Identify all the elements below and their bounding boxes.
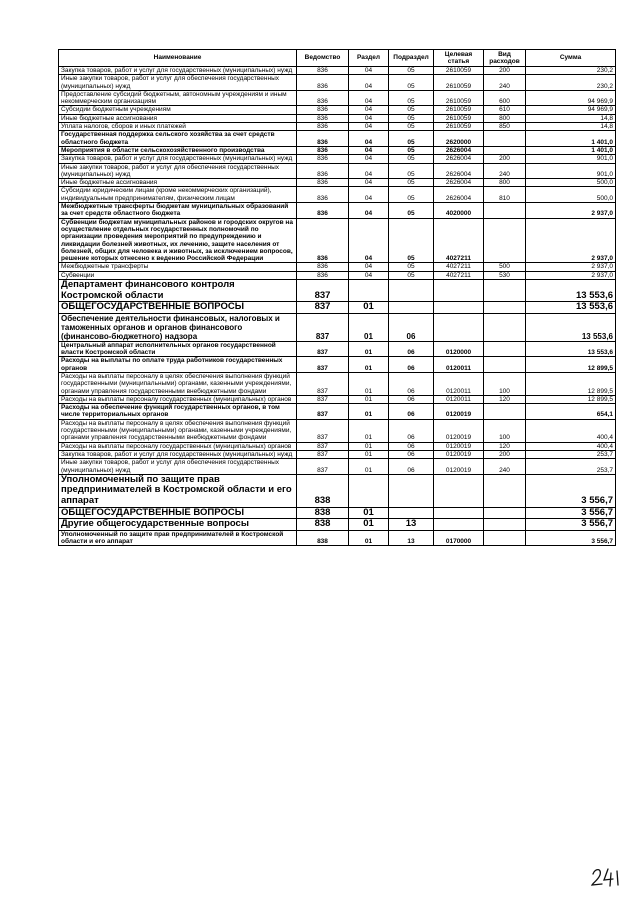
cell-article: 2610059 bbox=[434, 75, 484, 91]
cell-name: ОБЩЕГОСУДАРСТВЕННЫЕ ВОПРОСЫ bbox=[59, 302, 297, 314]
cell-expense-type: 120 bbox=[484, 442, 526, 450]
cell-article bbox=[434, 313, 484, 341]
cell-department: 837 bbox=[297, 404, 349, 420]
cell-article: 4020000 bbox=[434, 203, 484, 219]
cell-section: 01 bbox=[349, 442, 389, 450]
cell-subsection: 06 bbox=[389, 395, 434, 403]
cell-article: 0120019 bbox=[434, 442, 484, 450]
cell-section: 04 bbox=[349, 187, 389, 203]
cell-sum: 2 937,0 bbox=[526, 218, 616, 263]
cell-expense-type: 500 bbox=[484, 263, 526, 271]
cell-subsection: 13 bbox=[389, 519, 434, 531]
cell-expense-type: 200 bbox=[484, 67, 526, 75]
cell-expense-type bbox=[484, 203, 526, 219]
header-expense-type: Вид расходов bbox=[484, 50, 526, 67]
cell-subsection: 06 bbox=[389, 459, 434, 475]
cell-expense-type bbox=[484, 357, 526, 373]
cell-sum: 13 553,6 bbox=[526, 341, 616, 357]
cell-expense-type bbox=[484, 131, 526, 147]
cell-department: 837 bbox=[297, 357, 349, 373]
cell-expense-type bbox=[484, 519, 526, 531]
cell-section: 04 bbox=[349, 90, 389, 106]
table-row bbox=[59, 372, 616, 395]
cell-article: 0120019 bbox=[434, 419, 484, 442]
table-row bbox=[59, 187, 616, 203]
cell-article: 4027211 bbox=[434, 218, 484, 263]
cell-sum: 12 899,5 bbox=[526, 357, 616, 373]
table-header-row bbox=[59, 50, 616, 67]
cell-article: 0120000 bbox=[434, 341, 484, 357]
cell-name: Расходы на выплаты по оплате труда работников государственных органов bbox=[59, 357, 297, 373]
cell-section: 04 bbox=[349, 179, 389, 187]
table-row bbox=[59, 179, 616, 187]
table-row bbox=[59, 67, 616, 75]
cell-section: 04 bbox=[349, 146, 389, 154]
header-article: Целевая статья bbox=[434, 50, 484, 67]
cell-sum: 13 553,6 bbox=[526, 280, 616, 302]
table-row bbox=[59, 450, 616, 458]
cell-sum: 3 556,7 bbox=[526, 530, 616, 546]
table-row bbox=[59, 519, 616, 531]
cell-expense-type: 100 bbox=[484, 419, 526, 442]
cell-subsection: 06 bbox=[389, 419, 434, 442]
cell-article: 2610059 bbox=[434, 123, 484, 131]
cell-expense-type bbox=[484, 530, 526, 546]
cell-name: Другие общегосударственные вопросы bbox=[59, 519, 297, 531]
cell-name: Расходы на выплаты персоналу в целях обеспечения выполнения функций государственными (муниципальными) органами, казенными учреждениями, органами управления государственными внебюджетными фондами bbox=[59, 372, 297, 395]
cell-name: Департамент финансового контроля Костромской области bbox=[59, 280, 297, 302]
cell-section: 01 bbox=[349, 357, 389, 373]
cell-sum: 901,0 bbox=[526, 163, 616, 179]
cell-department: 837 bbox=[297, 302, 349, 314]
cell-section: 04 bbox=[349, 114, 389, 122]
cell-article: 2626004 bbox=[434, 179, 484, 187]
cell-department: 836 bbox=[297, 67, 349, 75]
cell-department: 836 bbox=[297, 271, 349, 279]
table-row bbox=[59, 90, 616, 106]
table-row bbox=[59, 419, 616, 442]
cell-department: 836 bbox=[297, 187, 349, 203]
cell-subsection bbox=[389, 507, 434, 519]
cell-name: Расходы на выплаты персоналу государственных (муниципальных) органов bbox=[59, 395, 297, 403]
cell-department: 836 bbox=[297, 90, 349, 106]
cell-sum: 2 937,0 bbox=[526, 271, 616, 279]
cell-section: 04 bbox=[349, 218, 389, 263]
cell-subsection: 05 bbox=[389, 179, 434, 187]
cell-expense-type bbox=[484, 341, 526, 357]
cell-department: 837 bbox=[297, 459, 349, 475]
cell-section: 01 bbox=[349, 450, 389, 458]
cell-sum: 2 937,0 bbox=[526, 203, 616, 219]
cell-expense-type: 240 bbox=[484, 163, 526, 179]
table-row bbox=[59, 474, 616, 507]
cell-sum: 901,0 bbox=[526, 155, 616, 163]
cell-department: 837 bbox=[297, 372, 349, 395]
cell-sum: 14,8 bbox=[526, 114, 616, 122]
table-row bbox=[59, 218, 616, 263]
cell-department: 836 bbox=[297, 155, 349, 163]
cell-expense-type: 850 bbox=[484, 123, 526, 131]
table-row bbox=[59, 395, 616, 403]
cell-expense-type: 200 bbox=[484, 450, 526, 458]
cell-section: 01 bbox=[349, 341, 389, 357]
cell-sum: 13 553,6 bbox=[526, 302, 616, 314]
cell-expense-type bbox=[484, 146, 526, 154]
cell-subsection: 05 bbox=[389, 106, 434, 114]
cell-section: 01 bbox=[349, 302, 389, 314]
cell-expense-type: 610 bbox=[484, 106, 526, 114]
cell-section: 01 bbox=[349, 404, 389, 420]
cell-name: Расходы на обеспечение функций государственных органов, в том числе территориальных органов bbox=[59, 404, 297, 420]
cell-name: Субсидии бюджетным учреждениям bbox=[59, 106, 297, 114]
cell-section: 04 bbox=[349, 75, 389, 91]
cell-expense-type bbox=[484, 218, 526, 263]
cell-name: Закупка товаров, работ и услуг для государственных (муниципальных) нужд bbox=[59, 450, 297, 458]
cell-subsection: 05 bbox=[389, 203, 434, 219]
cell-section: 01 bbox=[349, 395, 389, 403]
table-body bbox=[59, 67, 616, 546]
cell-department: 836 bbox=[297, 263, 349, 271]
cell-section: 01 bbox=[349, 459, 389, 475]
cell-section bbox=[349, 280, 389, 302]
cell-sum: 13 553,6 bbox=[526, 313, 616, 341]
cell-section: 04 bbox=[349, 263, 389, 271]
cell-name: Уплата налогов, сборов и иных платежей bbox=[59, 123, 297, 131]
cell-article: 0120011 bbox=[434, 357, 484, 373]
cell-department: 836 bbox=[297, 203, 349, 219]
cell-department: 836 bbox=[297, 75, 349, 91]
cell-department: 837 bbox=[297, 341, 349, 357]
cell-subsection: 05 bbox=[389, 271, 434, 279]
cell-name: Закупка товаров, работ и услуг для государственных (муниципальных) нужд bbox=[59, 155, 297, 163]
cell-section bbox=[349, 474, 389, 507]
cell-expense-type: 530 bbox=[484, 271, 526, 279]
cell-expense-type bbox=[484, 313, 526, 341]
cell-sum: 500,0 bbox=[526, 187, 616, 203]
table-row bbox=[59, 131, 616, 147]
cell-subsection: 05 bbox=[389, 67, 434, 75]
cell-subsection: 13 bbox=[389, 530, 434, 546]
header-name: Наименование bbox=[59, 50, 297, 67]
cell-name: Расходы на выплаты персоналу государственных (муниципальных) органов bbox=[59, 442, 297, 450]
cell-name: Государственная поддержка сельского хозяйства за счет средств областного бюджета bbox=[59, 131, 297, 147]
cell-section: 01 bbox=[349, 530, 389, 546]
cell-sum: 2 937,0 bbox=[526, 263, 616, 271]
cell-name: Субвенции бюджетам муниципальных районов и городских округов на осуществление отдельных государственных полномочий по организации проведения мероприятий по предупреждению и ликвидации болезней животных, их лечению, защите населения от болезней, общих для человека и животных, за исключением вопросов, решение которых отнесено к ведению Российской Федерации bbox=[59, 218, 297, 263]
cell-name: Обеспечение деятельности финансовых, налоговых и таможенных органов и органов финансового (финансово-бюджетного) надзора bbox=[59, 313, 297, 341]
cell-sum: 94 969,9 bbox=[526, 106, 616, 114]
cell-sum: 1 401,0 bbox=[526, 131, 616, 147]
cell-department: 838 bbox=[297, 474, 349, 507]
cell-subsection: 05 bbox=[389, 131, 434, 147]
table-row bbox=[59, 404, 616, 420]
cell-subsection bbox=[389, 280, 434, 302]
cell-article: 2626004 bbox=[434, 146, 484, 154]
table-row bbox=[59, 341, 616, 357]
cell-name: Предоставление субсидий бюджетным, автономным учреждениям и иным некоммерческим организациям bbox=[59, 90, 297, 106]
cell-article: 4027211 bbox=[434, 263, 484, 271]
cell-subsection: 05 bbox=[389, 155, 434, 163]
cell-section: 04 bbox=[349, 131, 389, 147]
cell-name: Уполномоченный по защите прав предпринимателей в Костромской области и его аппарат bbox=[59, 474, 297, 507]
cell-department: 837 bbox=[297, 280, 349, 302]
cell-sum: 253,7 bbox=[526, 450, 616, 458]
cell-subsection: 05 bbox=[389, 114, 434, 122]
cell-article: 2610059 bbox=[434, 67, 484, 75]
cell-section: 04 bbox=[349, 106, 389, 114]
cell-expense-type bbox=[484, 474, 526, 507]
cell-expense-type: 600 bbox=[484, 90, 526, 106]
cell-sum: 230,2 bbox=[526, 67, 616, 75]
cell-name: Иные бюджетные ассигнования bbox=[59, 179, 297, 187]
cell-subsection: 06 bbox=[389, 372, 434, 395]
cell-sum: 94 969,9 bbox=[526, 90, 616, 106]
cell-sum: 1 401,0 bbox=[526, 146, 616, 154]
cell-article: 2620000 bbox=[434, 131, 484, 147]
cell-article: 2626004 bbox=[434, 163, 484, 179]
cell-department: 838 bbox=[297, 507, 349, 519]
cell-name: ОБЩЕГОСУДАРСТВЕННЫЕ ВОПРОСЫ bbox=[59, 507, 297, 519]
cell-sum: 253,7 bbox=[526, 459, 616, 475]
cell-department: 837 bbox=[297, 419, 349, 442]
cell-name: Иные закупки товаров, работ и услуг для обеспечения государственных (муниципальных) нужд bbox=[59, 75, 297, 91]
cell-article bbox=[434, 474, 484, 507]
cell-department: 837 bbox=[297, 395, 349, 403]
cell-sum: 3 556,7 bbox=[526, 474, 616, 507]
cell-subsection: 05 bbox=[389, 163, 434, 179]
cell-article: 2610059 bbox=[434, 90, 484, 106]
table-row bbox=[59, 459, 616, 475]
cell-article bbox=[434, 302, 484, 314]
cell-sum: 400,4 bbox=[526, 419, 616, 442]
cell-subsection: 05 bbox=[389, 146, 434, 154]
header-subsection: Подраздел bbox=[389, 50, 434, 67]
cell-expense-type: 200 bbox=[484, 155, 526, 163]
cell-expense-type: 810 bbox=[484, 187, 526, 203]
cell-section: 01 bbox=[349, 419, 389, 442]
table-row bbox=[59, 203, 616, 219]
cell-name: Межбюджетные трансферты бюджетам муниципальных образований за счет средств областного бюджета bbox=[59, 203, 297, 219]
table-row bbox=[59, 507, 616, 519]
cell-article: 2626004 bbox=[434, 155, 484, 163]
cell-name: Субсидии юридическим лицам (кроме некоммерческих организаций), индивидуальным предпринимателям, физическим лицам bbox=[59, 187, 297, 203]
cell-expense-type: 100 bbox=[484, 372, 526, 395]
cell-expense-type: 120 bbox=[484, 395, 526, 403]
cell-article: 4027211 bbox=[434, 271, 484, 279]
cell-expense-type: 800 bbox=[484, 114, 526, 122]
cell-sum: 3 556,7 bbox=[526, 519, 616, 531]
cell-article: 2610059 bbox=[434, 106, 484, 114]
cell-subsection: 06 bbox=[389, 341, 434, 357]
table-row bbox=[59, 123, 616, 131]
cell-article: 0120011 bbox=[434, 395, 484, 403]
cell-subsection bbox=[389, 302, 434, 314]
cell-article: 0170000 bbox=[434, 530, 484, 546]
cell-name: Иные бюджетные ассигнования bbox=[59, 114, 297, 122]
cell-expense-type bbox=[484, 404, 526, 420]
header-section: Раздел bbox=[349, 50, 389, 67]
cell-article: 2626004 bbox=[434, 187, 484, 203]
cell-sum: 400,4 bbox=[526, 442, 616, 450]
table-row bbox=[59, 442, 616, 450]
cell-department: 836 bbox=[297, 114, 349, 122]
cell-department: 836 bbox=[297, 106, 349, 114]
cell-sum: 654,1 bbox=[526, 404, 616, 420]
cell-sum: 12 899,5 bbox=[526, 395, 616, 403]
cell-sum: 3 556,7 bbox=[526, 507, 616, 519]
cell-department: 836 bbox=[297, 163, 349, 179]
cell-article: 0120019 bbox=[434, 459, 484, 475]
cell-subsection: 05 bbox=[389, 75, 434, 91]
cell-name: Уполномоченный по защите прав предпринимателей в Костромской области и его аппарат bbox=[59, 530, 297, 546]
cell-section: 04 bbox=[349, 271, 389, 279]
cell-article bbox=[434, 507, 484, 519]
table-row bbox=[59, 146, 616, 154]
budget-table bbox=[58, 49, 616, 546]
cell-article: 0120019 bbox=[434, 450, 484, 458]
cell-subsection: 05 bbox=[389, 90, 434, 106]
cell-department: 836 bbox=[297, 131, 349, 147]
cell-article: 0120019 bbox=[434, 404, 484, 420]
cell-name: Расходы на выплаты персоналу в целях обеспечения выполнения функций государственными (муниципальными) органами, казенными учреждениями, органами управления государственными внебюджетными фондами bbox=[59, 419, 297, 442]
cell-sum: 500,0 bbox=[526, 179, 616, 187]
cell-section: 04 bbox=[349, 123, 389, 131]
cell-article bbox=[434, 519, 484, 531]
cell-subsection: 05 bbox=[389, 187, 434, 203]
cell-subsection: 06 bbox=[389, 357, 434, 373]
cell-section: 04 bbox=[349, 67, 389, 75]
cell-expense-type: 240 bbox=[484, 459, 526, 475]
cell-article bbox=[434, 280, 484, 302]
cell-subsection: 06 bbox=[389, 404, 434, 420]
cell-section: 04 bbox=[349, 155, 389, 163]
cell-expense-type: 800 bbox=[484, 179, 526, 187]
cell-expense-type bbox=[484, 280, 526, 302]
cell-name: Межбюджетные трансферты bbox=[59, 263, 297, 271]
cell-article: 0120011 bbox=[434, 372, 484, 395]
header-department: Ведомство bbox=[297, 50, 349, 67]
handwritten-page-number bbox=[590, 864, 622, 888]
cell-name: Мероприятия в области сельскохозяйственного производства bbox=[59, 146, 297, 154]
cell-section: 04 bbox=[349, 203, 389, 219]
cell-department: 836 bbox=[297, 146, 349, 154]
cell-section: 01 bbox=[349, 372, 389, 395]
cell-subsection: 05 bbox=[389, 123, 434, 131]
cell-sum: 14,8 bbox=[526, 123, 616, 131]
header-sum: Сумма bbox=[526, 50, 616, 67]
table-row bbox=[59, 163, 616, 179]
cell-article: 2610059 bbox=[434, 114, 484, 122]
cell-section: 01 bbox=[349, 507, 389, 519]
table-row bbox=[59, 313, 616, 341]
cell-subsection: 06 bbox=[389, 450, 434, 458]
cell-sum: 12 899,5 bbox=[526, 372, 616, 395]
cell-subsection: 05 bbox=[389, 218, 434, 263]
cell-expense-type: 240 bbox=[484, 75, 526, 91]
cell-department: 837 bbox=[297, 313, 349, 341]
cell-name: Закупка товаров, работ и услуг для государственных (муниципальных) нужд bbox=[59, 67, 297, 75]
table-row bbox=[59, 280, 616, 302]
cell-department: 836 bbox=[297, 123, 349, 131]
cell-section: 01 bbox=[349, 519, 389, 531]
cell-subsection bbox=[389, 474, 434, 507]
cell-department: 838 bbox=[297, 519, 349, 531]
cell-department: 837 bbox=[297, 450, 349, 458]
cell-subsection: 05 bbox=[389, 263, 434, 271]
table-row bbox=[59, 263, 616, 271]
cell-name: Субвенции bbox=[59, 271, 297, 279]
cell-name: Центральный аппарат исполнительных органов государственной власти Костромской области bbox=[59, 341, 297, 357]
table-row bbox=[59, 155, 616, 163]
cell-section: 04 bbox=[349, 163, 389, 179]
cell-department: 837 bbox=[297, 442, 349, 450]
cell-section: 01 bbox=[349, 313, 389, 341]
cell-department: 836 bbox=[297, 179, 349, 187]
cell-name: Иные закупки товаров, работ и услуг для обеспечения государственных (муниципальных) нужд bbox=[59, 459, 297, 475]
cell-sum: 230,2 bbox=[526, 75, 616, 91]
cell-department: 836 bbox=[297, 218, 349, 263]
cell-name: Иные закупки товаров, работ и услуг для обеспечения государственных (муниципальных) нужд bbox=[59, 163, 297, 179]
cell-subsection: 06 bbox=[389, 442, 434, 450]
cell-department: 838 bbox=[297, 530, 349, 546]
table-row bbox=[59, 302, 616, 314]
table-row bbox=[59, 114, 616, 122]
cell-expense-type bbox=[484, 507, 526, 519]
table-row bbox=[59, 357, 616, 373]
table-row bbox=[59, 106, 616, 114]
cell-subsection: 06 bbox=[389, 313, 434, 341]
table-row bbox=[59, 75, 616, 91]
table-row bbox=[59, 530, 616, 546]
cell-expense-type bbox=[484, 302, 526, 314]
